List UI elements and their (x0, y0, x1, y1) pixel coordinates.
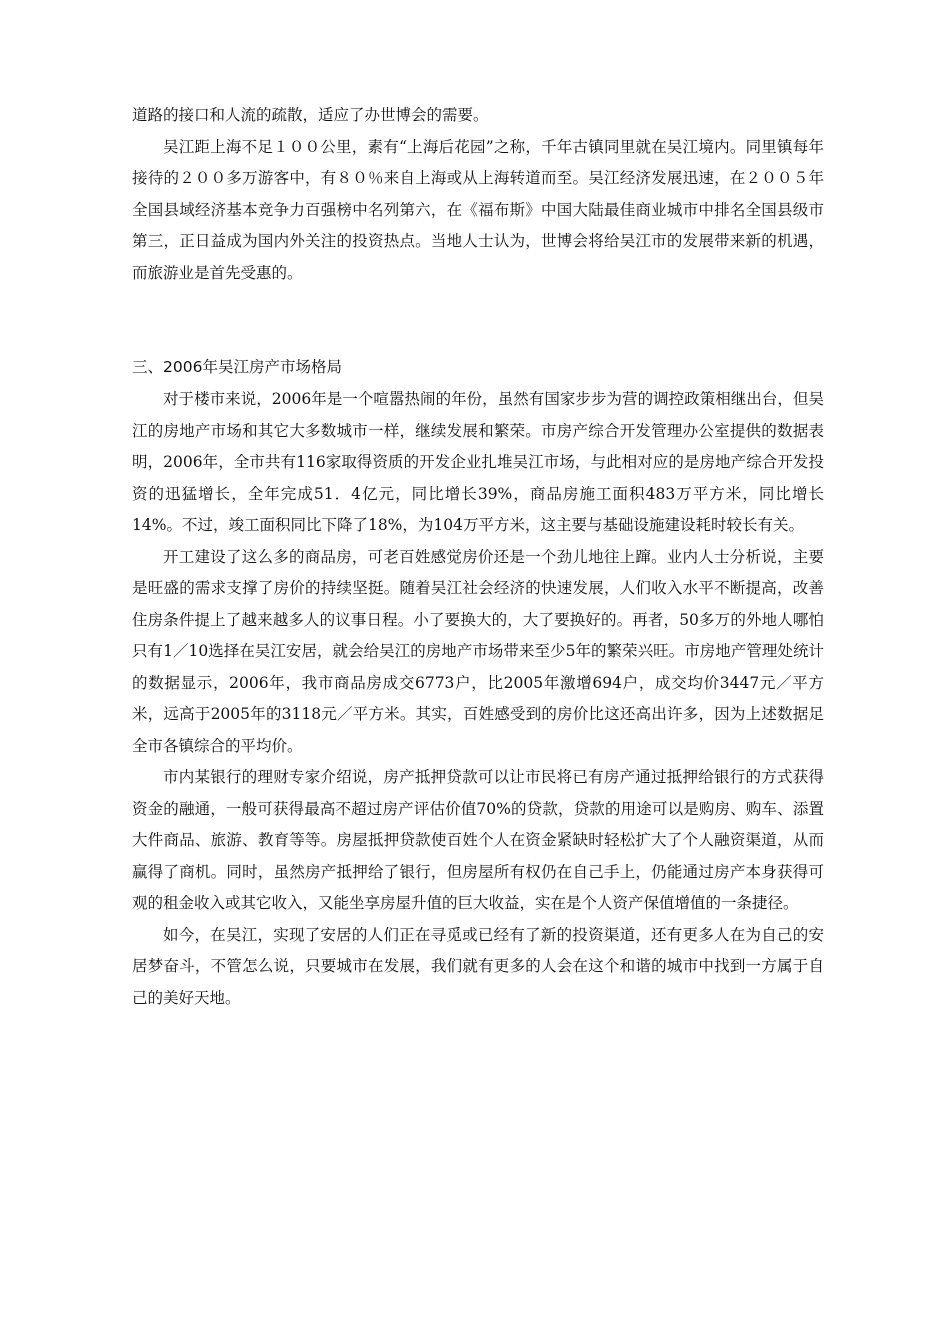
paragraph-wujiang-tourism: 吴江距上海不足１００公里，素有“上海后花园”之称，千年古镇同里就在吴江境内。同里镇每年接待的２００多万游客中，有８０％来自上海或从上海转道而至。吴江经济发展迅速，在２００５年全国县域经济基本竞争力百强榜中名列第六，在《福布斯》中国大陆最佳商业城市中排名全国县级市第三，正日益成为国内外关注的投资热点。当地人士认为，世博会将给吴江市的发展带来新的机遇，而旅游业是首先受惠的。 (132, 137, 824, 282)
paragraph-housing-prices: 开工建设了这么多的商品房，可老百姓感觉房价还是一个劲儿地往上蹿。业内人士分析说，主要是旺盛的需求支撑了房价的持续坚挺。随着吴江社会经济的快速发展，人们收入水平不断提高，改善住房条件提上了越来越多人的议事日程。小了要换大的，大了要换好的。再者，50多万的外地人哪怕只有1／10选择在吴江安居，就会给吴江的房地产市场带来至少5年的繁荣兴旺。市房地产管理处统计的数据显示，2006年，我市商品房成交6773户，比2005年激增694户，成交均价3447元／平方米，远高于2005年的3118元／平方米。其实，百姓感受到的房价比这还高出许多，因为上述数据足全市各镇综合的平均价。 (132, 547, 824, 755)
paragraph-market-overview: 对于楼市来说，2006年是一个喧嚣热闹的年份，虽然有国家步步为营的调控政策相继出台，但吴江的房地产市场和其它大多数城市一样，继续发展和繁荣。市房产综合开发管理办公室提供的数据表明，2006年，全市共有116家取得资质的开发企业扎堆吴江市场，与此相对应的是房地产综合开发投资的迅猛增长，全年完成51．4亿元，同比增长39%，商品房施工面积483万平方米，同比增长14%。不过，竣工面积同比下降了18%，为104万平方米，这主要与基础设施建设耗时较长有关。 (132, 390, 824, 534)
paragraph-conclusion: 如今，在吴江，实现了安居的人们正在寻觅或已经有了新的投资渠道，还有更多人在为自己的安居梦奋斗，不管怎么说，只要城市在发展，我们就有更多的人会在这个和谐的城市中找到一方属于自己的美好天地。 (132, 925, 824, 1007)
section-heading: 三、2006年吴江房产市场格局 (132, 358, 342, 376)
intro-text-block (132, 100, 824, 289)
paragraph-continuation: 道路的接口和人流的疏散，适应了办世博会的需要。 (132, 106, 489, 124)
section-text-block (132, 384, 824, 1014)
paragraph-mortgage-loans: 市内某银行的理财专家介绍说，房产抵押贷款可以让市民将已有房产通过抵押给银行的方式获得资金的融通，一般可获得最高不超过房产评估价值70%的贷款，贷款的用途可以是购房、购车、添置大件商品、旅游、教育等等。房屋抵押贷款使百姓个人在资金紧缺时轻松扩大了个人融资渠道，从而赢得了商机。同时，虽然房产抵押给了银行，但房屋所有权仍在自己手上，仍能通过房产本身获得可观的租金收入或其它收入，又能坐享房屋升值的巨大收益，实在是个人资产保值增值的一条捷径。 (132, 768, 824, 912)
